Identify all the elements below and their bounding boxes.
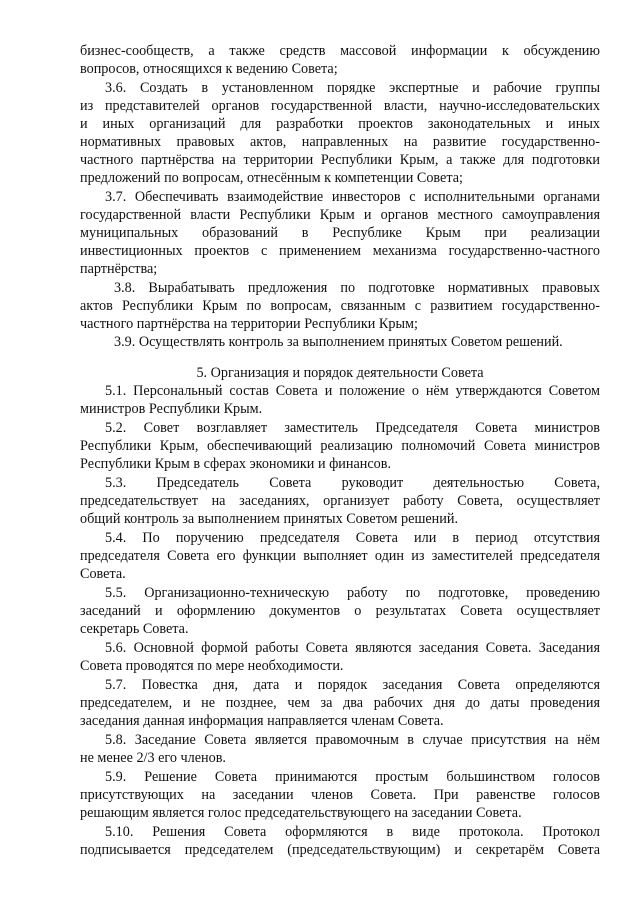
text-line: из представителей органов государственной власти, научно-исследовательских <box>80 98 600 114</box>
text-line: Республики Крым в сферах экономики и финансов. <box>80 456 391 472</box>
text-line: председателя Совета его функции выполняет один из заместителей председателя <box>80 548 600 564</box>
text-line: 5.10. Решения Совета оформляются в виде протокола. Протокол <box>105 824 600 840</box>
text-line: частного партнёрства на территории Республики Крым, а также для подготовки <box>80 152 600 168</box>
text-line: 5.2. Совет возглавляет заместитель Председателя Совета министров <box>105 420 600 436</box>
text-line: муниципальных образований в Республике Крым при реализации <box>80 225 600 241</box>
text-line: решающим является голос председательствующего на заседании Совета. <box>80 805 522 821</box>
text-line: Совета проводятся по мере необходимости. <box>80 658 344 674</box>
text-line: подписывается председателем (председательствующим) и секретарём Совета <box>80 842 600 858</box>
text-line: Республики Крым, обеспечивающий реализацию полномочий Совета министров <box>80 438 600 454</box>
text-line: и иных организаций для разработки проектов законодательных и иных <box>80 116 600 132</box>
text-line: 3.7. Обеспечивать взаимодействие инвесторов с исполнительными органами <box>105 189 600 205</box>
text-line: 5.5. Организационно-техническую работу по подготовке, проведению <box>105 585 600 601</box>
text-line: заседания данная информация направляется членам Совета. <box>80 713 444 729</box>
text-line: 3.6. Создать в установленном порядке экспертные и рабочие группы <box>105 80 600 96</box>
text-line: министров Республики Крым. <box>80 401 263 417</box>
text-line: председательствует на заседаниях, организует работу Совета, осуществляет <box>80 493 600 509</box>
text-line: инвестиционных проектов с применением механизма государственно-частного <box>80 243 600 259</box>
text-line: 5.7. Повестка дня, дата и порядок заседания Совета определяются <box>105 677 600 693</box>
text-line: секретарь Совета. <box>80 621 189 637</box>
text-line: общий контроль за выполнением принятых Советом решений. <box>80 511 458 527</box>
text-line: 3.9. Осуществлять контроль за выполнением принятых Советом решений. <box>114 334 563 350</box>
text-line: 5. Организация и порядок деятельности Совета <box>196 365 484 381</box>
text-line: предложений по вопросам, отнесённым к компетенции Совета; <box>80 170 463 186</box>
text-line: 5.9. Решение Совета принимаются простым большинством голосов <box>105 769 600 785</box>
text-line: частного партнёрства на территории Республики Крым; <box>80 316 418 332</box>
text-line: 5.4. По поручению председателя Совета или в период отсутствия <box>105 530 600 546</box>
text-line: партнёрства; <box>80 261 158 277</box>
text-line: 5.1. Персональный состав Совета и положение о нём утверждаются Советом <box>105 383 600 399</box>
text-line: 5.6. Основной формой работы Совета являются заседания Совета. Заседания <box>105 640 600 656</box>
text-line: 3.8. Вырабатывать предложения по подготовке нормативных правовых <box>114 280 600 296</box>
text-line: председателем, и не позднее, чем за два рабочих дня до даты проведения <box>80 695 600 711</box>
text-line: актов Республики Крым по вопросам, связанным с развитием государственно- <box>80 298 600 314</box>
text-line: Совета. <box>80 566 126 582</box>
text-line: 5.8. Заседание Совета является правомочным в случае присутствия на нём <box>105 732 600 748</box>
text-line: нормативных правовых актов, направленных на развитие государственно- <box>80 134 600 150</box>
text-line: вопросов, относящихся к ведению Совета; <box>80 61 338 77</box>
text-line: государственной власти Республики Крым и органов местного самоуправления <box>80 207 600 223</box>
text-line: присутствующих на заседании членов Совета. При равенстве голосов <box>80 787 600 803</box>
text-line: не менее 2/3 его членов. <box>80 750 226 766</box>
text-line: бизнес-сообществ, а также средств массовой информации к обсуждению <box>80 43 600 59</box>
text-line: 5.3. Председатель Совета руководит деятельностью Совета, <box>105 475 600 491</box>
text-line: заседаний и оформлению документов о результатах Совета осуществляет <box>80 603 600 619</box>
